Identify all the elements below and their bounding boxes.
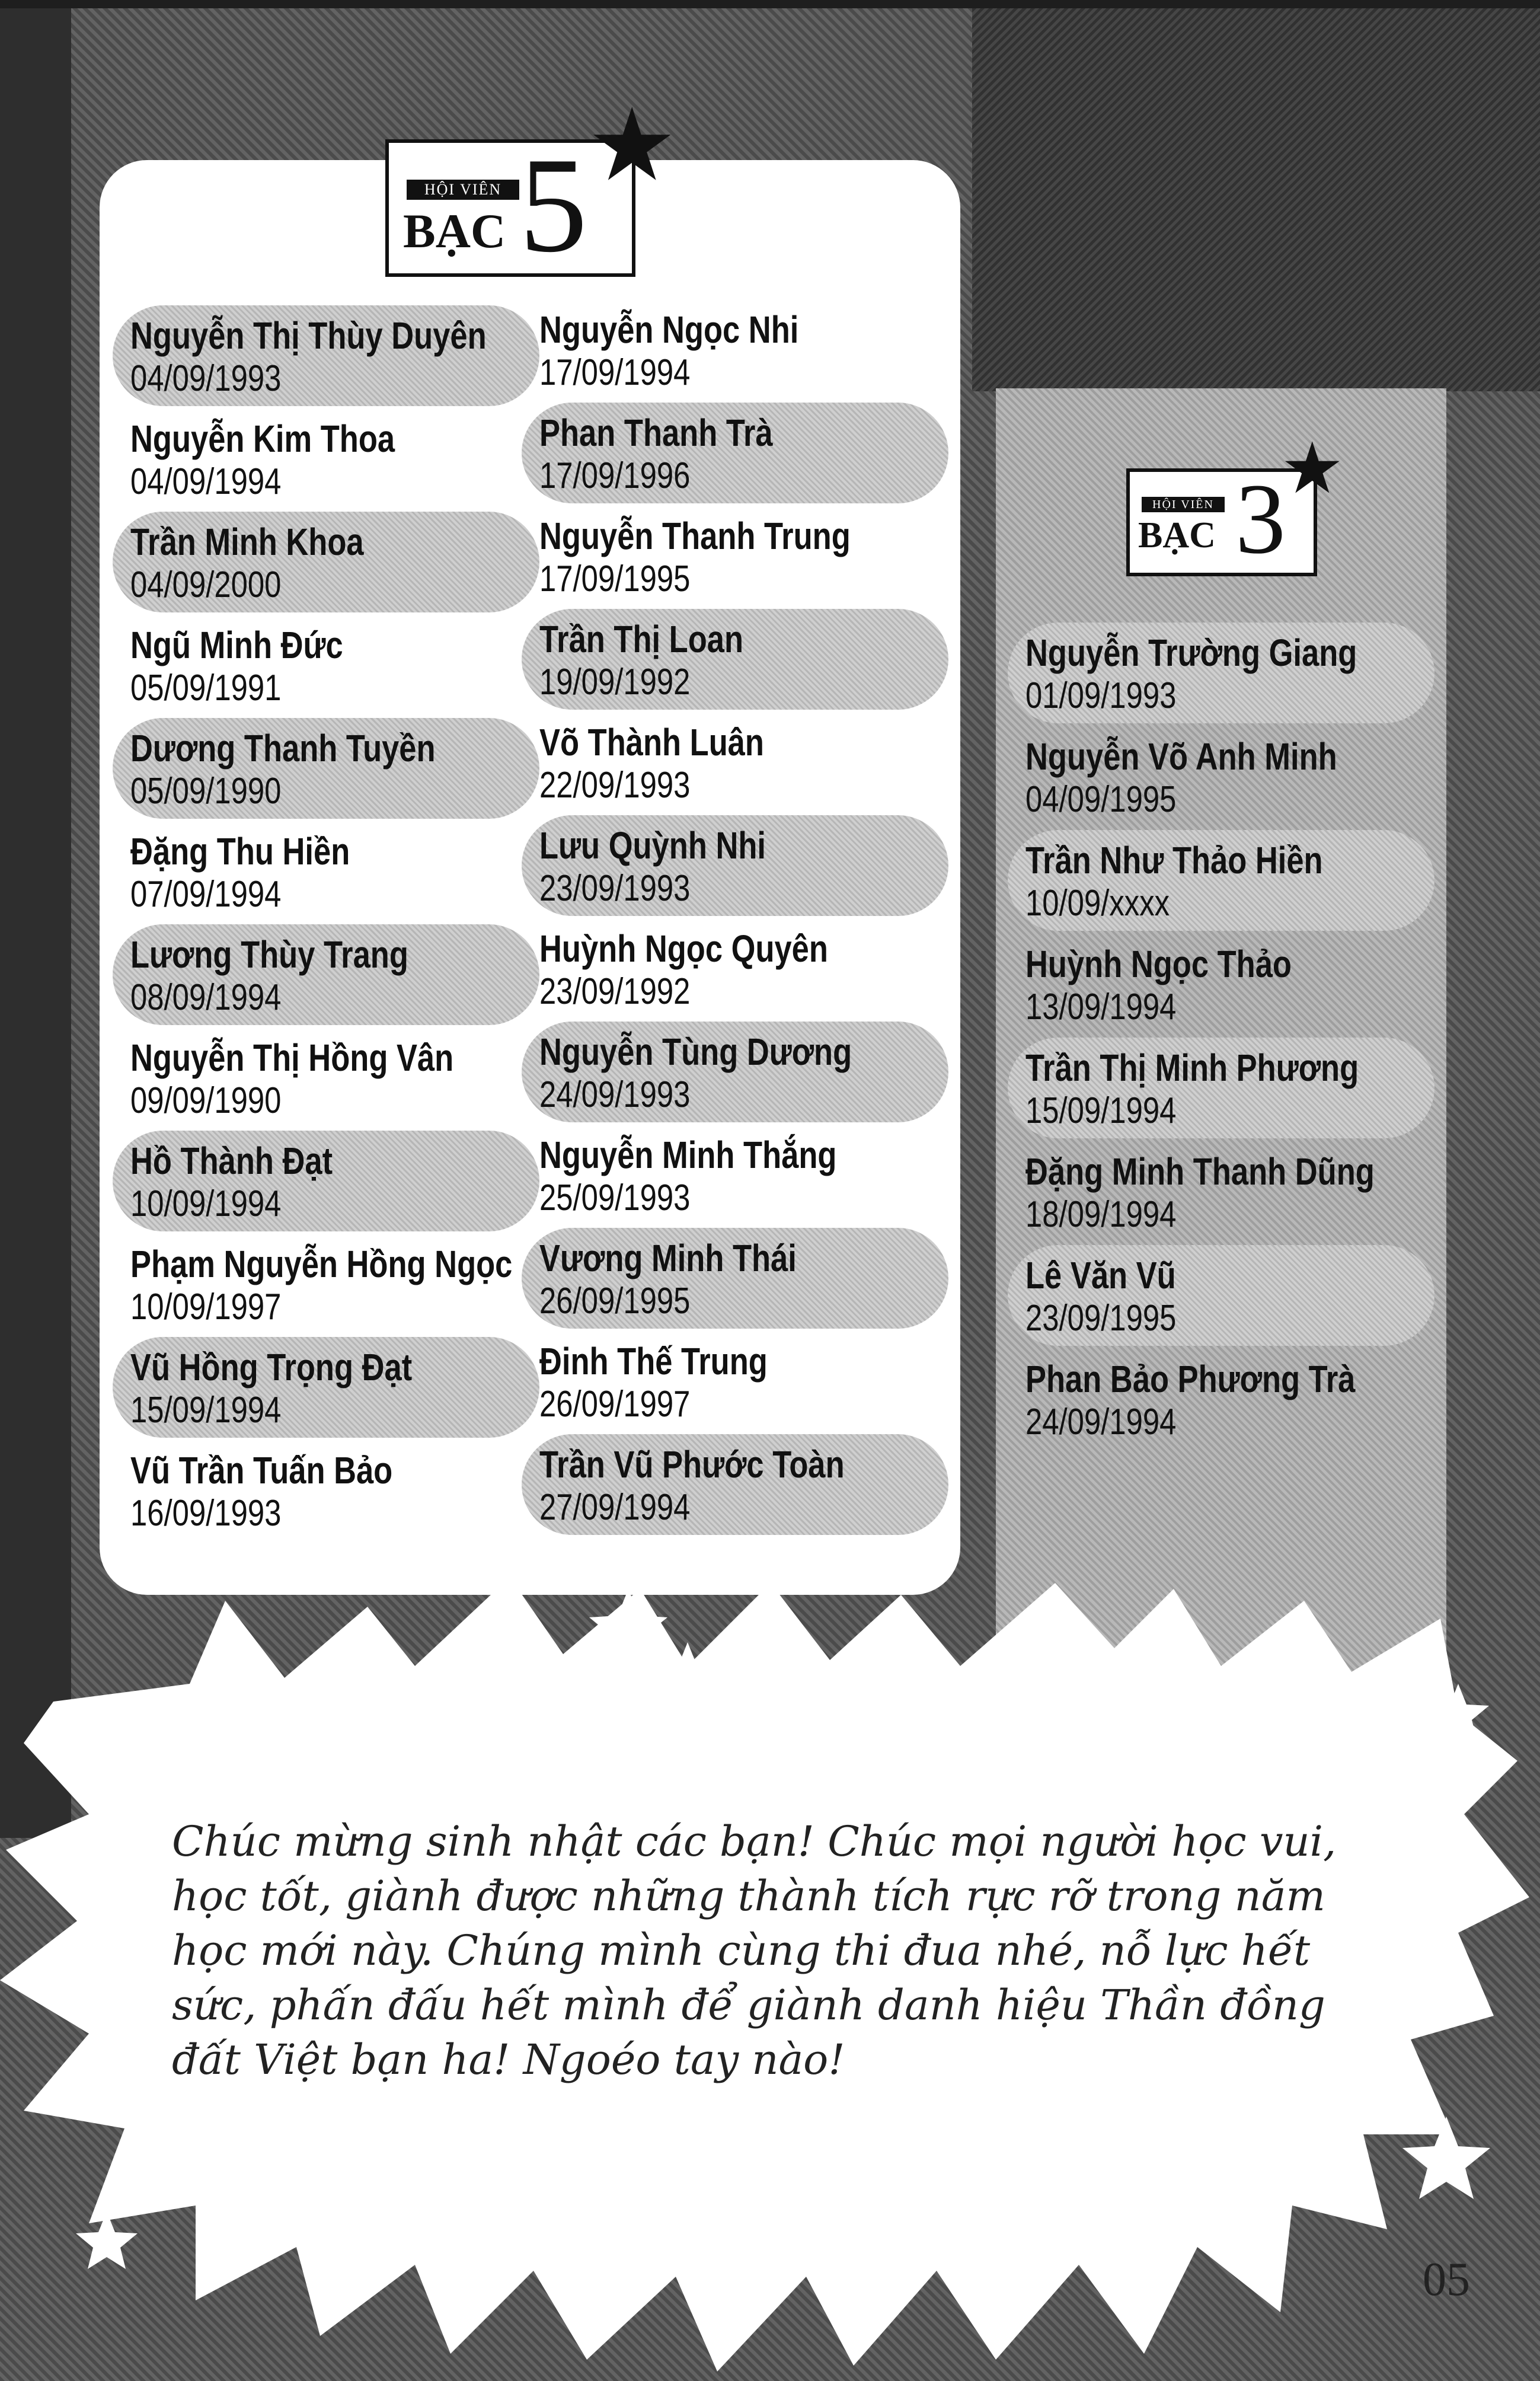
member-birthdate: 17/09/1994: [539, 352, 691, 393]
list-item: [522, 506, 948, 607]
bac5-badge-number: 5: [519, 129, 587, 280]
member-birthdate: 10/09/1994: [130, 1183, 282, 1224]
list-item: [522, 403, 948, 503]
bac5-badge-top: HỘI VIÊN: [407, 180, 519, 200]
list-item: [1008, 934, 1434, 1035]
member-name: Hồ Thành Đạt: [130, 1140, 333, 1182]
member-name: Huỳnh Ngọc Quyên: [539, 927, 828, 970]
list-item: [522, 712, 948, 813]
list-item: [522, 1022, 948, 1122]
list-item: [113, 1440, 539, 1541]
left-dark-strip: [0, 0, 71, 1838]
member-birthdate: 24/09/1993: [539, 1074, 691, 1115]
member-birthdate: 09/09/1990: [130, 1080, 282, 1121]
list-item: [1008, 623, 1434, 723]
member-name: Vũ Trần Tuấn Bảo: [130, 1449, 393, 1492]
list-item: [113, 821, 539, 922]
list-item: [1008, 1349, 1434, 1450]
list-item: [522, 1434, 948, 1535]
member-birthdate: 26/09/1997: [539, 1384, 691, 1425]
list-item: [522, 815, 948, 916]
member-name: Nguyễn Thanh Trung: [539, 515, 851, 557]
list-item: [113, 1337, 539, 1438]
list-item: [522, 299, 948, 400]
list-item: [113, 924, 539, 1025]
member-birthdate: 04/09/1994: [130, 461, 282, 502]
member-birthdate: 24/09/1994: [1025, 1402, 1177, 1442]
list-item: [113, 1027, 539, 1128]
member-birthdate: 10/09/xxxx: [1025, 883, 1170, 924]
member-name: Đặng Thu Hiền: [130, 830, 350, 873]
star-icon: ★: [1280, 429, 1344, 508]
member-name: Lê Văn Vũ: [1025, 1254, 1176, 1297]
list-item: [522, 1228, 948, 1329]
member-birthdate: 16/09/1993: [130, 1493, 282, 1534]
member-name: Nguyễn Minh Thắng: [539, 1134, 837, 1176]
member-name: Đinh Thế Trung: [539, 1340, 768, 1383]
list-item: [522, 1125, 948, 1225]
list-item: [1008, 1141, 1434, 1242]
member-birthdate: 13/09/1994: [1025, 987, 1177, 1027]
member-name: Nguyễn Võ Anh Minh: [1025, 735, 1337, 778]
member-birthdate: 10/09/1997: [130, 1287, 282, 1327]
member-birthdate: 15/09/1994: [130, 1390, 282, 1431]
member-name: Nguyễn Kim Thoa: [130, 417, 395, 460]
list-item: [113, 1234, 539, 1335]
member-name: Nguyễn Tùng Dương: [539, 1030, 852, 1073]
birthday-message: Chúc mừng sinh nhật các bạn! Chúc mọi người học vui, học tốt, giành được những thành tích rực rỡ trong năm học mới này. Chúng mình cùng thi đua nhé, nỗ lực hết sức, phấn đấu hết mình để giành danh hiệu Thần đồng đất Việt bạn ha! Ngoéo tay nào!: [172, 1817, 1337, 2084]
member-birthdate: 17/09/1995: [539, 558, 691, 599]
list-item: [522, 1331, 948, 1432]
member-birthdate: 05/09/1990: [130, 771, 282, 812]
member-birthdate: 04/09/1993: [130, 358, 282, 399]
member-birthdate: 07/09/1994: [130, 874, 282, 915]
member-name: Ngũ Minh Đức: [130, 624, 343, 666]
member-birthdate: 19/09/1992: [539, 662, 691, 703]
member-birthdate: 22/09/1993: [539, 765, 691, 806]
page-number: 05: [1423, 2254, 1470, 2306]
list-item: [1008, 726, 1434, 827]
member-name: Trần Như Thảo Hiền: [1025, 839, 1323, 882]
top-right-dark-area: [972, 0, 1540, 391]
star-icon: ★: [587, 89, 678, 202]
member-name: Nguyễn Ngọc Nhi: [539, 308, 799, 351]
member-name: Phạm Nguyễn Hồng Ngọc: [130, 1243, 513, 1285]
list-item: [522, 918, 948, 1019]
member-name: Dương Thanh Tuyền: [130, 727, 436, 770]
member-name: Nguyễn Thị Thùy Duyên: [130, 314, 487, 357]
member-name: Lương Thùy Trang: [130, 933, 408, 976]
list-item: [1008, 1038, 1434, 1138]
member-name: Lưu Quỳnh Nhi: [539, 824, 766, 867]
bac3-badge-word: BẠC: [1138, 515, 1216, 556]
member-birthdate: 04/09/2000: [130, 564, 282, 605]
list-item: [522, 609, 948, 710]
member-birthdate: 23/09/1992: [539, 971, 691, 1012]
member-name: Nguyễn Thị Hồng Vân: [130, 1036, 454, 1079]
list-item: [113, 408, 539, 509]
list-item: [1008, 830, 1434, 931]
bac3-badge-number: 3: [1235, 463, 1286, 574]
member-name: Võ Thành Luân: [539, 721, 764, 764]
member-name: Trần Minh Khoa: [130, 521, 364, 563]
member-birthdate: 27/09/1994: [539, 1487, 691, 1528]
member-name: Phan Thanh Trà: [539, 411, 773, 454]
member-name: Vũ Hồng Trọng Đạt: [130, 1346, 413, 1389]
member-birthdate: 08/09/1994: [130, 977, 282, 1018]
list-item: [113, 512, 539, 612]
list-item: [113, 718, 539, 819]
member-birthdate: 25/09/1993: [539, 1177, 691, 1218]
bac3-badge-top: HỘI VIÊN: [1142, 497, 1225, 512]
member-name: Phan Bảo Phương Trà: [1025, 1358, 1356, 1400]
member-name: Huỳnh Ngọc Thảo: [1025, 943, 1292, 985]
member-birthdate: 15/09/1994: [1025, 1090, 1177, 1131]
member-birthdate: 01/09/1993: [1025, 675, 1177, 716]
member-name: Trần Thị Loan: [539, 618, 744, 660]
member-birthdate: 18/09/1994: [1025, 1194, 1177, 1235]
member-name: Vương Minh Thái: [539, 1237, 797, 1279]
member-name: Trần Vũ Phước Toàn: [539, 1443, 845, 1486]
member-birthdate: 23/09/1993: [539, 868, 691, 909]
member-name: Trần Thị Minh Phương: [1025, 1046, 1359, 1089]
member-birthdate: 04/09/1995: [1025, 779, 1177, 820]
member-birthdate: 17/09/1996: [539, 455, 691, 496]
list-item: [113, 1131, 539, 1231]
member-name: Nguyễn Trường Giang: [1025, 631, 1357, 674]
list-item: [113, 305, 539, 406]
member-birthdate: 23/09/1995: [1025, 1298, 1177, 1339]
top-rule: [0, 0, 1540, 8]
bac5-badge-word: BẠC: [403, 204, 506, 258]
member-birthdate: 05/09/1991: [130, 668, 282, 708]
list-item: [1008, 1245, 1434, 1346]
member-birthdate: 26/09/1995: [539, 1281, 691, 1322]
member-name: Đặng Minh Thanh Dũng: [1025, 1150, 1375, 1193]
list-item: [113, 615, 539, 716]
